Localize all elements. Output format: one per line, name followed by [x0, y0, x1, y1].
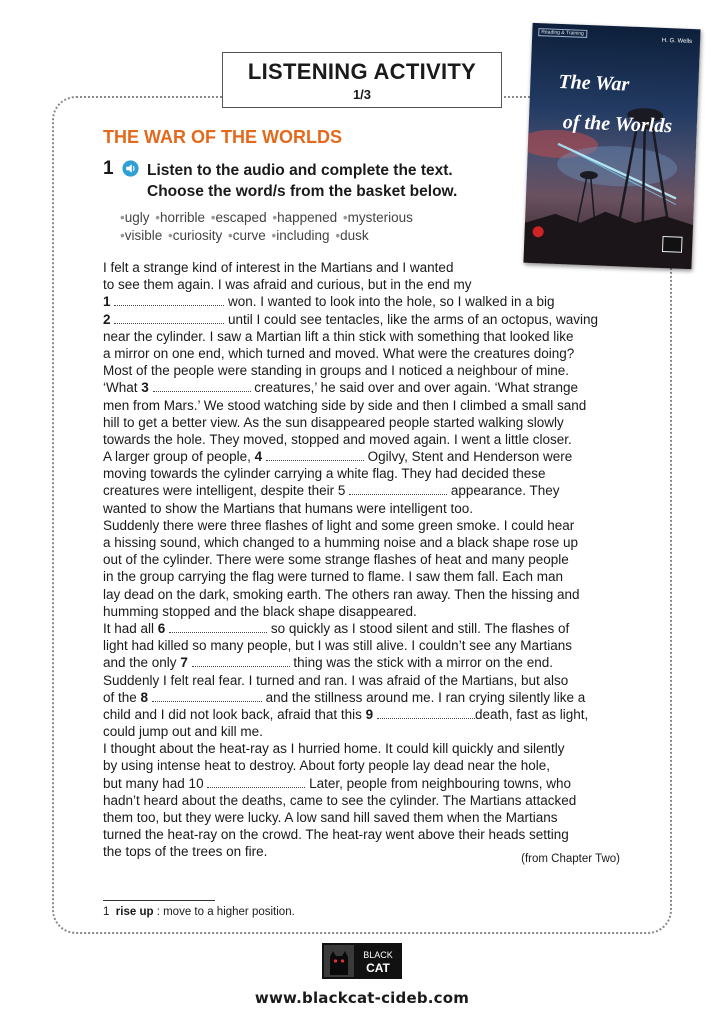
story-text-run: won. I wanted to look into the hole, so I walked in a big	[224, 294, 555, 310]
cover-title-line2: of the Worlds	[562, 111, 673, 138]
story-line: out of the cylinder. There were some strange flashes of heat and many people	[103, 552, 569, 568]
answer-gap-3[interactable]	[153, 381, 251, 392]
story-text	[103, 259, 625, 861]
gap-number: 8	[140, 689, 149, 705]
answer-gap-10[interactable]	[207, 777, 305, 788]
footnote	[103, 906, 295, 918]
story-line: light had killed so many people, but I was still alive. I couldn’t see any Martians	[103, 638, 572, 654]
basket-word: • mysterious	[343, 210, 413, 225]
cover-series: Reading & Training	[538, 28, 587, 38]
publisher-logo-icon	[662, 236, 683, 253]
answer-gap-4[interactable]	[266, 450, 364, 461]
answer-gap-9[interactable]	[377, 708, 475, 719]
basket-word: • including	[272, 228, 330, 243]
header-box	[222, 52, 502, 108]
story-line: humming stopped and the black shape disappeared.	[103, 603, 417, 619]
story-line: Suddenly there were three flashes of light and some green smoke. I could hear	[103, 517, 575, 533]
story-text-run: but many had 10	[103, 775, 208, 791]
footnote-divider	[103, 900, 215, 901]
gap-number: 7	[180, 655, 188, 671]
story-line	[103, 775, 625, 792]
black-cat-logo-icon	[322, 943, 402, 979]
story-line: turned the heat-ray on the crowd. The heat-ray went above their heads setting	[103, 827, 569, 843]
basket-word: • horrible	[155, 210, 205, 225]
basket-row-2	[120, 227, 415, 245]
story-line: moving towards the cylinder carrying a white flag. They had decided these	[103, 466, 546, 482]
instruction-line1: Listen to the audio and complete the text.	[147, 162, 453, 179]
story-text-run: creatures were intelligent, despite their 5	[103, 483, 350, 499]
gap-number: 9	[365, 706, 374, 722]
basket-word: • happened	[272, 210, 337, 225]
gap-number: 6	[157, 620, 166, 636]
answer-gap-6[interactable]	[169, 622, 267, 633]
gap-number: 1	[103, 294, 111, 310]
story-text-run: child and I did not look back, afraid that this	[103, 706, 366, 722]
cover-author: H. G. Wells	[661, 37, 693, 45]
story-line: could jump out and kill me.	[103, 724, 263, 740]
answer-gap-8[interactable]	[152, 691, 262, 702]
story-line: towards the hole. They moved, stopped and moved again. I went a little closer.	[103, 431, 572, 447]
cover-title	[535, 51, 675, 176]
story-text-run: death, fast as light,	[474, 706, 589, 722]
story-text-run: and the stillness around me. I ran crying silently like a	[261, 689, 586, 705]
story-line: Suddenly I felt real fear. I turned and ran. I was afraid of the Martians, but also	[103, 672, 569, 688]
website-link[interactable]: www.blackcat-cideb.com	[254, 989, 470, 1007]
story-line: hill to get a better view. As the sun disappeared people started walking slowly	[103, 414, 564, 430]
story-line: lay dead on the dark, smoking earth. The others ran away. Then the hissing and	[103, 586, 580, 602]
story-line	[103, 706, 625, 723]
story-line	[103, 448, 625, 465]
story-text-run: creatures,’ he said over and over again. ‘What strange	[250, 380, 578, 396]
cover-title-line1: The War	[557, 70, 630, 96]
story-line	[103, 620, 625, 637]
logo-text-top: BLACK	[363, 950, 393, 960]
speaker-icon[interactable]	[122, 160, 139, 177]
answer-gap-2[interactable]	[114, 313, 224, 324]
story-text-run: Ogilvy, Stent and Henderson were	[363, 449, 573, 465]
gap-number: 4	[254, 449, 263, 465]
story-line	[103, 293, 625, 310]
story-line: I felt a strange kind of interest in the Martians and I wanted	[103, 260, 454, 275]
story-text-run: of the	[103, 689, 141, 705]
story-line: them too, but they were lucky. A low sand hill saved them when the Martians	[103, 810, 558, 825]
story-text-run: appearance. They	[447, 483, 560, 499]
story-line: a hissing sound, which changed to a humming noise and a black shape rose up	[103, 535, 579, 550]
story-line	[103, 689, 625, 706]
answer-gap-1[interactable]	[114, 295, 224, 306]
story-line: men from Mars.’ We stood watching side by side and then I climbed a small sand	[103, 397, 587, 413]
page-title: LISTENING ACTIVITY	[247, 59, 477, 84]
instruction	[147, 160, 457, 202]
instruction-line2: Choose the word/s from the basket below.	[147, 183, 458, 200]
story-text-run: It had all	[103, 620, 158, 636]
story-line	[103, 311, 625, 328]
basket-row-1	[120, 209, 415, 227]
story-line: the tops of the trees on fire.	[103, 844, 268, 860]
answer-gap-7[interactable]	[192, 656, 290, 667]
answer-gap-5[interactable]	[349, 484, 447, 495]
story-line: in the group carrying the flag were turned to flame. I saw them fall. Each man	[103, 569, 563, 585]
gap-number: 3	[141, 380, 149, 396]
page-number: 1/3	[352, 87, 372, 102]
basket-word: • ugly	[120, 210, 150, 225]
story-line: hadn’t heard about the deaths, came to see the cylinder. The Martians attacked	[103, 792, 577, 808]
basket-word: • curve	[228, 228, 266, 243]
story-text-run: so quickly as I stood silent and still. The flashes of	[267, 620, 570, 636]
word-basket	[120, 209, 415, 245]
story-line: by using intense heat to destroy. About forty people lay dead near the hole,	[103, 758, 551, 774]
footnote-number: 1	[103, 906, 110, 918]
logo-text-bottom: CAT	[366, 961, 390, 975]
story-line	[103, 482, 625, 499]
basket-word: • curiosity	[168, 228, 222, 243]
gap-number: 2	[103, 311, 111, 327]
story-line: to see them again. I was afraid and curious, but in the end my	[103, 277, 472, 293]
story-line: I thought about the heat-ray as I hurried home. It could kill quickly and silently	[103, 741, 565, 757]
story-text-run: ‘What	[103, 380, 142, 396]
story-text-run: until I could see tentacles, like the arms of an octopus, waving	[224, 311, 598, 327]
section-title: THE WAR OF THE WORLDS	[103, 127, 342, 147]
story-line: Most of the people were standing in groups and I noticed a neighbour of mine.	[103, 363, 570, 379]
source-citation: (from Chapter Two)	[521, 853, 620, 865]
task-number: 1	[103, 158, 114, 179]
story-line: near the cylinder. I saw a Martian lift a thin stick with something that looked like	[103, 328, 574, 344]
book-cover	[523, 23, 700, 269]
story-line	[103, 654, 625, 671]
story-line	[103, 379, 625, 396]
story-text-run: A larger group of people,	[103, 449, 255, 465]
story-text-run: Later, people from neighbouring towns, who	[305, 775, 571, 791]
footnote-definition: : move to a higher position.	[153, 906, 295, 918]
story-text-run: and the only	[103, 655, 181, 671]
footnote-term: rise up	[115, 906, 154, 918]
basket-word: • dusk	[335, 228, 368, 243]
basket-word: • escaped	[211, 210, 267, 225]
story-line: a mirror on one end, which turned and moved. What were the creatures doing?	[103, 345, 575, 361]
story-line: wanted to show the Martians that humans were intelligent too.	[103, 500, 473, 516]
story-text-run: thing was the stick with a mirror on the end.	[289, 655, 553, 671]
basket-word: • visible	[120, 228, 162, 243]
